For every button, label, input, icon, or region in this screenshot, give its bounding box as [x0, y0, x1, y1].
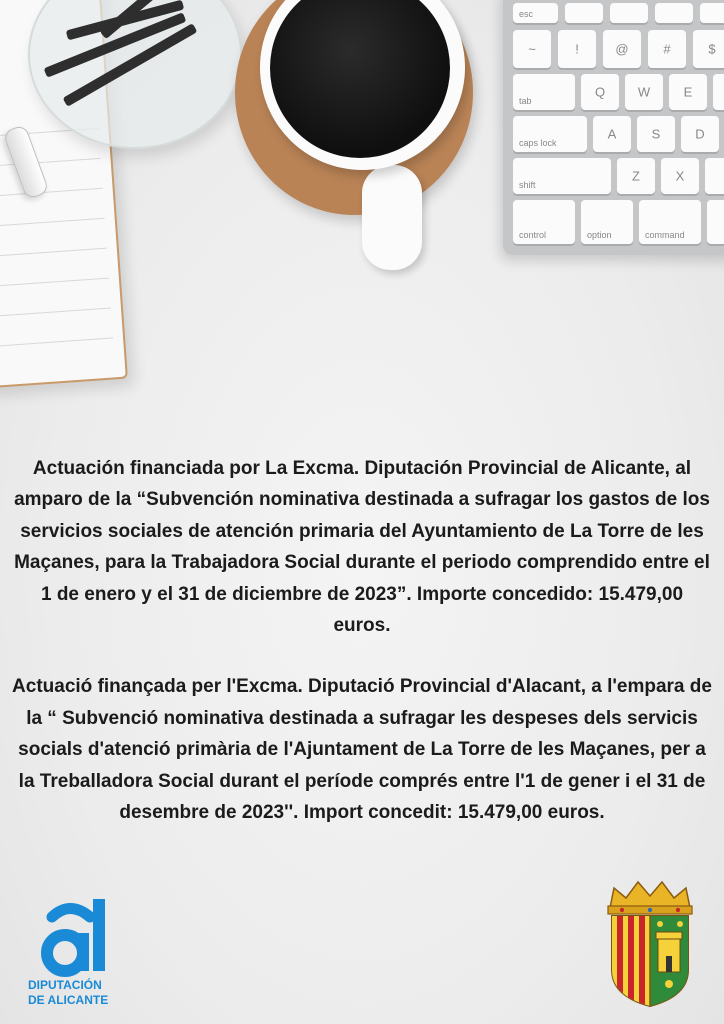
key-x: X [661, 158, 699, 194]
key-3: # [648, 30, 686, 68]
cup-handle-image [362, 165, 422, 270]
logo-name-line2: DE ALICANTE [28, 993, 109, 1007]
key-1: ! [558, 30, 596, 68]
key-s: S [637, 116, 675, 152]
key-space [707, 200, 724, 244]
key-c [705, 158, 724, 194]
key-z: Z [617, 158, 655, 194]
key-option: option [581, 200, 633, 244]
key-f3 [655, 3, 693, 23]
key-q: Q [581, 74, 619, 110]
logo-name-line1: DIPUTACIÓN [28, 978, 102, 992]
key-shift: shift [513, 158, 611, 194]
key-esc: esc [513, 3, 558, 23]
coat-of-arms-icon [600, 878, 700, 1008]
key-tab: tab [513, 74, 575, 110]
announcement-text [12, 453, 712, 828]
key-tilde: ~ [513, 30, 551, 68]
key-a: A [593, 116, 631, 152]
key-d: D [681, 116, 719, 152]
key-4: $ [693, 30, 724, 68]
key-f1 [565, 3, 603, 23]
key-f2 [610, 3, 648, 23]
paragraph-valencian: Actuació finançada per l'Excma. Diputació Provincial d'Alacant, a l'empara de la “ Subvenció nominativa destinada a sufragar les despeses dels servicis socials d'atenció primària de l'Ajuntament de La Torre de les Maçanes, per a la Treballadora Social durant el període comprés entre l'1 de gener i el 31 de desembre de 2023''. Import concedit: 15.479,00 euros. [12, 676, 712, 824]
key-caps-lock: caps lock [513, 116, 587, 152]
key-e: E [669, 74, 707, 110]
keyboard-image [503, 0, 724, 255]
paragraph-spanish: Actuación financiada por La Excma. Diputación Provincial de Alicante, al amparo de la “Subvención nominativa destinada a sufragar los gastos de los servicios sociales de atención primaria del Ayuntamiento de La Torre de les Maçanes, para la Trabajadora Social durante el periodo comprendido entre el 1 de enero y el 31 de diciembre de 2023”. Importe concedido: 15.479,00 euros. [14, 458, 710, 637]
key-f4 [700, 3, 724, 23]
key-2: @ [603, 30, 641, 68]
diputacion-logo-text [28, 978, 138, 1008]
key-control: control [513, 200, 575, 244]
key-r [713, 74, 724, 110]
key-command: command [639, 200, 701, 244]
key-w: W [625, 74, 663, 110]
